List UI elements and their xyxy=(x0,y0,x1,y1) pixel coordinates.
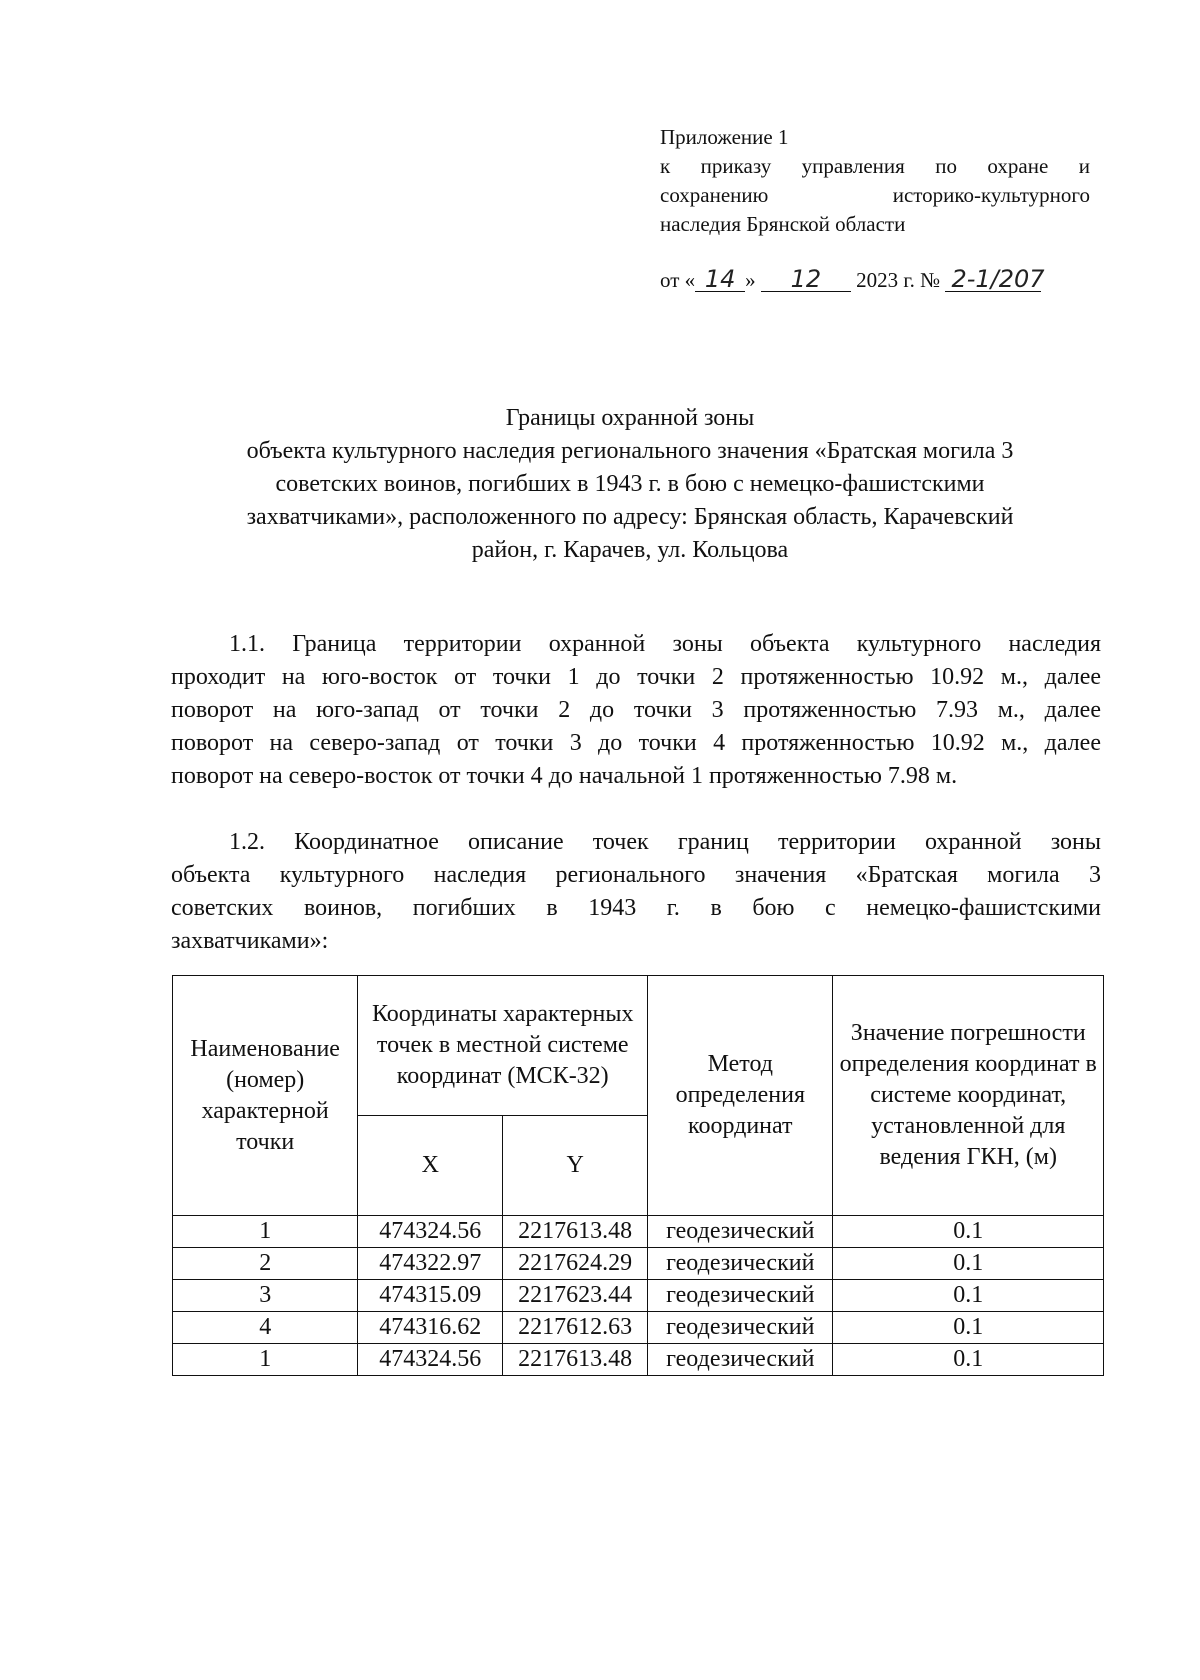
title-line: захватчиками», расположенного по адресу: Брянская область, Карачевский xyxy=(246,504,1014,530)
table-row xyxy=(173,1216,1104,1248)
date-prefix: от « xyxy=(660,268,696,292)
cell-x: 474322.97 xyxy=(358,1248,503,1280)
header-method: Метод определения координат xyxy=(648,976,833,1216)
appendix-block xyxy=(660,123,1090,239)
paragraph-line: поворот на северо-восток от точки 4 до начальной 1 протяженностью 7.98 м. xyxy=(171,763,958,789)
title-line: район, г. Карачев, ул. Кольцова xyxy=(471,537,789,563)
table-row xyxy=(173,1280,1104,1312)
cell-method: геодезический xyxy=(648,1216,833,1248)
paragraph-line: поворот на северо-запад от точки 3 до точки 4 протяженностью 10.92 м., далее xyxy=(171,730,1101,756)
paragraph-line: 1.2. Координатное описание точек границ территории охранной зоны xyxy=(229,829,1101,855)
cell-method: геодезический xyxy=(648,1280,833,1312)
title-line: Границы охранной зоны xyxy=(505,405,755,431)
cell-x: 474324.56 xyxy=(358,1344,503,1376)
cell-point: 3 xyxy=(173,1280,358,1312)
paragraph-line: поворот на юго-запад от точки 2 до точки 3 протяженностью 7.93 м., далее xyxy=(171,697,1101,723)
cell-x: 474324.56 xyxy=(358,1216,503,1248)
cell-point: 1 xyxy=(173,1216,358,1248)
cell-x: 474315.09 xyxy=(358,1280,503,1312)
cell-y: 2217624.29 xyxy=(503,1248,648,1280)
table-row xyxy=(173,1248,1104,1280)
cell-method: геодезический xyxy=(648,1248,833,1280)
cell-x: 474316.62 xyxy=(358,1312,503,1344)
header-y: Y xyxy=(503,1116,648,1216)
document-title xyxy=(170,402,1090,567)
date-year: 2023 г. № xyxy=(856,268,941,292)
appendix-line: наследия Брянской области xyxy=(660,212,906,236)
cell-y: 2217613.48 xyxy=(503,1344,648,1376)
appendix-line: сохранению историко-культурного xyxy=(660,183,1090,207)
paragraph-line: объекта культурного наследия регионального значения «Братская могила 3 xyxy=(171,862,1101,888)
cell-point: 4 xyxy=(173,1312,358,1344)
cell-error: 0.1 xyxy=(833,1216,1104,1248)
cell-error: 0.1 xyxy=(833,1280,1104,1312)
paragraph-line: 1.1. Граница территории охранной зоны объекта культурного наследия xyxy=(229,631,1101,657)
cell-method: геодезический xyxy=(648,1312,833,1344)
cell-y: 2217613.48 xyxy=(503,1216,648,1248)
appendix-title: Приложение 1 xyxy=(660,125,789,149)
cell-y: 2217623.44 xyxy=(503,1280,648,1312)
cell-y: 2217612.63 xyxy=(503,1312,648,1344)
cell-point: 2 xyxy=(173,1248,358,1280)
paragraph-line: захватчиками»: xyxy=(171,928,329,954)
appendix-line: к приказу управления по охране и xyxy=(660,154,1090,178)
paragraph-line: советских воинов, погибших в 1943 г. в бою с немецко-фашистскими xyxy=(171,895,1101,921)
header-error: Значение погрешности определения координат в системе координат, установленной для ведения ГКН, (м) xyxy=(833,976,1104,1216)
coordinates-table xyxy=(172,975,1104,1376)
order-date-line xyxy=(660,265,1045,295)
handwritten-month: 12 xyxy=(761,267,851,292)
title-line: советских воинов, погибших в 1943 г. в бою с немецко-фашистскими xyxy=(275,471,985,497)
cell-method: геодезический xyxy=(648,1344,833,1376)
paragraph-1-2 xyxy=(171,826,1101,958)
header-x: X xyxy=(358,1116,503,1216)
cell-error: 0.1 xyxy=(833,1248,1104,1280)
cell-point: 1 xyxy=(173,1344,358,1376)
paragraph-1-1 xyxy=(171,628,1101,793)
table-row xyxy=(173,1344,1104,1376)
header-coordinates: Координаты характерных точек в местной системе координат (МСК-32) xyxy=(358,976,648,1116)
title-line: объекта культурного наследия регионального значения «Братская могила 3 xyxy=(246,438,1014,464)
header-point-name: Наименование (номер) характерной точки xyxy=(173,976,358,1216)
table-row xyxy=(173,1312,1104,1344)
date-mid: » xyxy=(745,268,756,292)
cell-error: 0.1 xyxy=(833,1344,1104,1376)
handwritten-order-number: 2-1/207 xyxy=(945,267,1041,292)
cell-error: 0.1 xyxy=(833,1312,1104,1344)
handwritten-day: 14 xyxy=(695,267,745,292)
paragraph-line: проходит на юго-восток от точки 1 до точки 2 протяженностью 10.92 м., далее xyxy=(171,664,1101,690)
